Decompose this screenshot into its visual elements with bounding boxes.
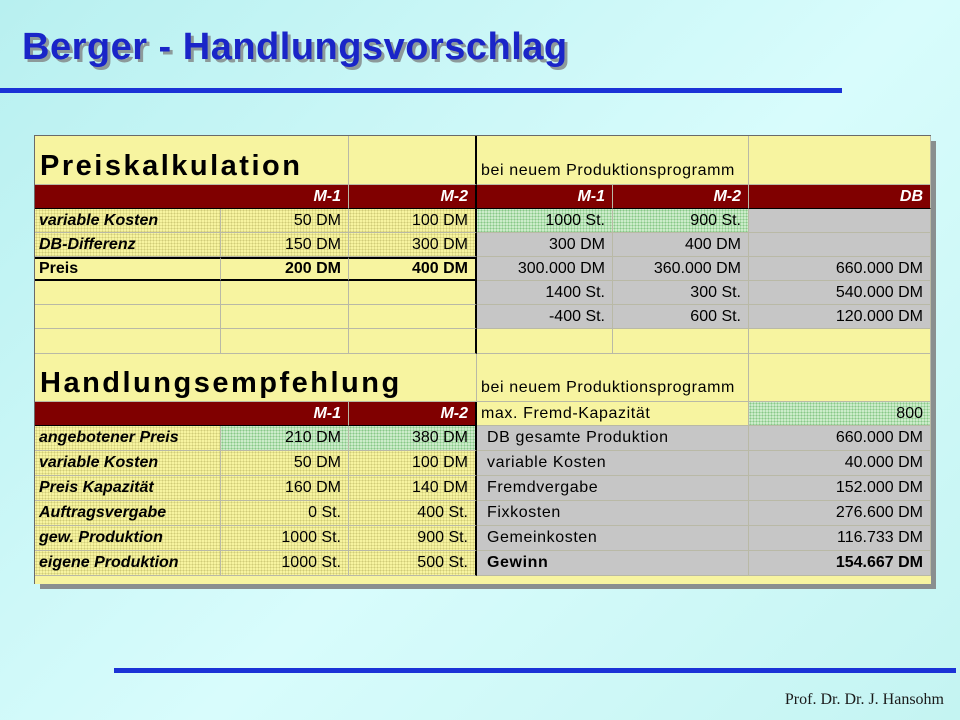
cell-empty[interactable] [749, 329, 931, 354]
empf-cell-m2[interactable]: 500 St. [349, 551, 477, 576]
preis-cell-new-m1[interactable]: 300 DM [477, 233, 613, 257]
preis-cell-new-m1[interactable]: -400 St. [477, 305, 613, 329]
cell-empty[interactable] [349, 305, 477, 329]
title-underline [0, 88, 842, 93]
cell-empty[interactable] [749, 354, 931, 402]
result-value[interactable]: 116.733 DM [749, 526, 931, 551]
slide-title: Berger - Handlungsvorschlag [22, 26, 568, 68]
preis-cell-m2[interactable]: 400 DM [349, 257, 477, 281]
preis-cell-db[interactable]: 660.000 DM [749, 257, 931, 281]
preis-header-m1[interactable]: M-1 [35, 185, 349, 209]
preis-cell-new-m2[interactable]: 600 St. [613, 305, 749, 329]
result-label[interactable]: Fremdvergabe [477, 476, 749, 501]
preis-cell-m2[interactable]: 100 DM [349, 209, 477, 233]
preis-row-label[interactable]: Preis [35, 257, 221, 281]
preis-header-m2[interactable]: M-2 [349, 185, 477, 209]
empf-subheading[interactable]: bei neuem Produktionsprogramm [477, 354, 749, 402]
preis-header-new-m1[interactable]: M-1 [477, 185, 613, 209]
cell-empty[interactable] [221, 281, 349, 305]
preis-cell-m1[interactable]: 200 DM [221, 257, 349, 281]
preis-cell-db[interactable]: 120.000 DM [749, 305, 931, 329]
preis-header-new-m2[interactable]: M-2 [613, 185, 749, 209]
result-label[interactable]: Gemeinkosten [477, 526, 749, 551]
result-value[interactable]: 660.000 DM [749, 426, 931, 451]
cell-empty[interactable] [221, 305, 349, 329]
result-label[interactable]: variable Kosten [477, 451, 749, 476]
cell-empty[interactable] [749, 136, 931, 185]
cell-empty[interactable] [35, 281, 221, 305]
empf-row-label[interactable]: eigene Produktion [35, 551, 221, 576]
empf-cell-m2[interactable]: 140 DM [349, 476, 477, 501]
cell-empty[interactable] [349, 329, 477, 354]
preis-subheading[interactable]: bei neuem Produktionsprogramm [477, 136, 749, 185]
empf-cell-m2[interactable]: 380 DM [349, 426, 477, 451]
empf-cell-m1[interactable]: 1000 St. [221, 526, 349, 551]
result-label-profit[interactable]: Gewinn [477, 551, 749, 576]
empf-cell-m2[interactable]: 100 DM [349, 451, 477, 476]
preis-cell-db[interactable] [749, 233, 931, 257]
capacity-value[interactable]: 800 [749, 402, 931, 426]
preis-header-db[interactable]: DB [749, 185, 931, 209]
result-value[interactable]: 40.000 DM [749, 451, 931, 476]
spreadsheet [34, 135, 931, 584]
preis-cell-new-m2[interactable]: 360.000 DM [613, 257, 749, 281]
cell-empty[interactable] [477, 329, 613, 354]
cell-empty[interactable] [35, 329, 221, 354]
result-label[interactable]: DB gesamte Produktion [477, 426, 749, 451]
empf-cell-m1[interactable]: 0 St. [221, 501, 349, 526]
footer-rule [114, 668, 956, 673]
preis-cell-new-m2[interactable]: 400 DM [613, 233, 749, 257]
preis-cell-m2[interactable]: 300 DM [349, 233, 477, 257]
preis-row-label[interactable]: DB-Differenz [35, 233, 221, 257]
preis-cell-m1[interactable]: 50 DM [221, 209, 349, 233]
preis-cell-m1[interactable]: 150 DM [221, 233, 349, 257]
cell-empty[interactable] [349, 281, 477, 305]
empf-header-m1[interactable]: M-1 [35, 402, 349, 426]
preis-cell-new-m1[interactable]: 300.000 DM [477, 257, 613, 281]
empf-cell-m1[interactable]: 1000 St. [221, 551, 349, 576]
cell-empty[interactable] [349, 136, 477, 185]
empf-row-label[interactable]: gew. Produktion [35, 526, 221, 551]
preis-row-label[interactable]: variable Kosten [35, 209, 221, 233]
preis-heading[interactable]: Preiskalkulation [35, 136, 349, 185]
preis-cell-new-m2[interactable]: 900 St. [613, 209, 749, 233]
empf-cell-m2[interactable]: 900 St. [349, 526, 477, 551]
empf-heading[interactable]: Handlungsempfehlung [35, 354, 477, 402]
empf-cell-m2[interactable]: 400 St. [349, 501, 477, 526]
cell-empty[interactable] [35, 305, 221, 329]
preis-cell-db[interactable]: 540.000 DM [749, 281, 931, 305]
preis-cell-new-m1[interactable]: 1400 St. [477, 281, 613, 305]
empf-row-label[interactable]: angebotener Preis [35, 426, 221, 451]
empf-row-label[interactable]: Preis Kapazität [35, 476, 221, 501]
empf-cell-m1[interactable]: 210 DM [221, 426, 349, 451]
cell-empty[interactable] [221, 329, 349, 354]
empf-cell-m1[interactable]: 50 DM [221, 451, 349, 476]
cell-empty[interactable] [613, 329, 749, 354]
empf-header-m2[interactable]: M-2 [349, 402, 477, 426]
preis-cell-db[interactable] [749, 209, 931, 233]
empf-row-label[interactable]: Auftragsvergabe [35, 501, 221, 526]
footer-author: Prof. Dr. Dr. J. Hansohm [784, 691, 944, 708]
preis-cell-new-m1[interactable]: 1000 St. [477, 209, 613, 233]
result-value-profit[interactable]: 154.667 DM [749, 551, 931, 576]
result-value[interactable]: 276.600 DM [749, 501, 931, 526]
result-label[interactable]: Fixkosten [477, 501, 749, 526]
capacity-label[interactable]: max. Fremd-Kapazität [477, 402, 749, 426]
preis-cell-new-m2[interactable]: 300 St. [613, 281, 749, 305]
result-value[interactable]: 152.000 DM [749, 476, 931, 501]
empf-row-label[interactable]: variable Kosten [35, 451, 221, 476]
empf-cell-m1[interactable]: 160 DM [221, 476, 349, 501]
